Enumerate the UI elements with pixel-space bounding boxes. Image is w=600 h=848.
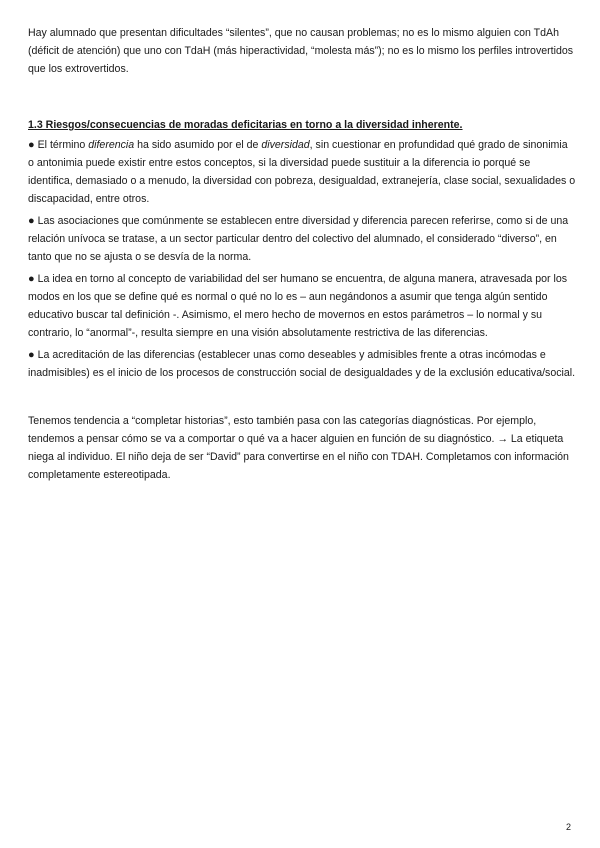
bullet-item — [28, 346, 576, 382]
bullet-icon: ● — [28, 215, 35, 227]
bullet-text-start: El término — [34, 139, 89, 151]
emphasis-diversidad: diversidad — [261, 139, 310, 151]
closing-paragraph: Tenemos tendencia a “completar historias”, esto también pasa con las categorías diagnósticas. Por ejemplo, tendemos a pensar cómo se va a comportar o qué va a hacer alguien en función de su diagnóstico. → La etiqueta niega al individuo. El niño deja de ser “David” para convertirse en el niño con TDAH. Completamos con información completamente estereotipada. — [28, 415, 569, 481]
section-heading: 1.3 Riesgos/consecuencias de moradas deficitarias en torno a la diversidad inherente. — [28, 119, 463, 131]
bullet-icon: ● — [28, 273, 35, 285]
emphasis-diferencia: diferencia — [88, 139, 135, 151]
bullet-text: La idea en torno al concepto de variabilidad del ser humano se encuentra, de alguna manera, atravesada por los modos en los que se define qué es normal o qué no lo es – aun negándonos a asumir que tenga algún sentido educativo buscar tal definición -. Asimismo, el mero hecho de movernos en estos parámetros – lo normal y su contrario, lo “anormal”-, resulta siempre en una visión absolutamente restrictiva de las diferencias. — [28, 273, 568, 339]
bullet-item — [28, 136, 576, 208]
bullet-icon: ● — [28, 349, 35, 361]
document-page — [28, 24, 576, 484]
bullet-text-middle: ha sido asumido por el de — [134, 139, 262, 151]
page-number: 2 — [565, 822, 571, 832]
bullet-text-end: , sin cuestionar en profundidad qué grado de sinonimia o antonimia puede existir entre estos conceptos, si la diversidad puede sustituir a la diferencia io porqué se identifica, demasiado o a menudo, la diversidad con pobreza, desigualdad, extranejería, clase social, sexualidades o discapacidad, entre otros. — [28, 139, 576, 205]
bullet-item — [28, 270, 576, 342]
bullet-text: Las asociaciones que comúnmente se establecen entre diversidad y diferencia parecen referirse, como si de una relación unívoca se tratase, a un sector particular dentro del colectivo del alumnado, el considerado “diverso”, en tanto que no se ajusta o se desvía de la norma. — [28, 215, 569, 263]
bullet-item — [28, 212, 576, 266]
intro-paragraph: Hay alumnado que presentan dificultades “silentes”, que no causan problemas; no es lo mismo alguien con TdAh (déficit de atención) que uno con TdaH (más hiperactividad, “molesta más”); no es lo mismo los perfiles introvertidos que los extrovertidos. — [28, 27, 574, 75]
bullet-icon: ● — [28, 139, 35, 151]
section-risks — [28, 116, 576, 382]
bullet-text: La acreditación de las diferencias (establecer unas como deseables y admisibles frente a otras incómodas e inadmisibles) es el inicio de los procesos de construcción social de desigualdades y de la exclusión educativa/social. — [28, 349, 576, 379]
